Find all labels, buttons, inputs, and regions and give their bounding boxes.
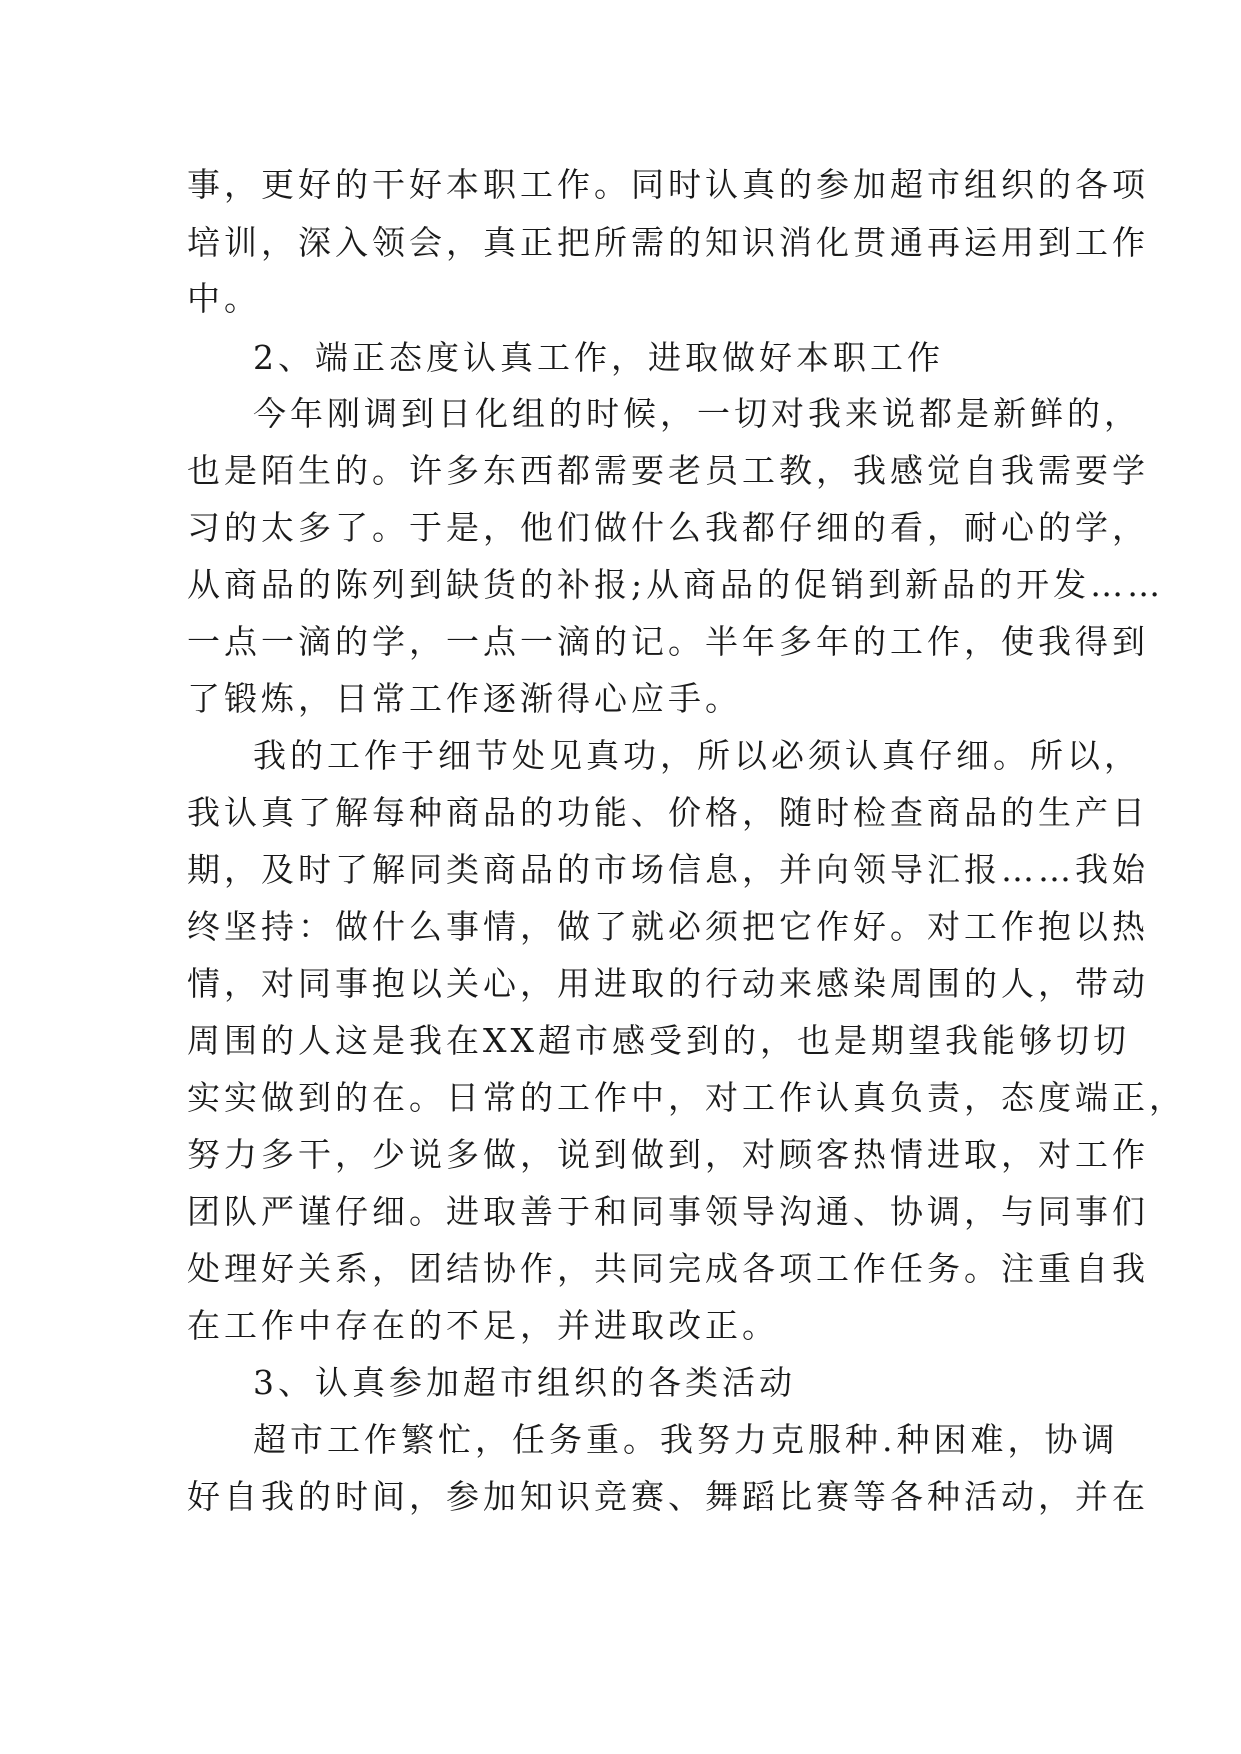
text-line: 也是陌生的。许多东西都需要老员工教，我感觉自我需要学 xyxy=(187,451,1149,490)
text-line: 习的太多了。于是，他们做什么我都仔细的看，耐心的学， xyxy=(187,508,1149,547)
text-line: 期，及时了解同类商品的市场信息，并向领导汇报……我始 xyxy=(187,850,1149,889)
text-line: 了锻炼，日常工作逐渐得心应手。 xyxy=(187,679,742,718)
text-line: 超市工作繁忙，任务重。我努力克服种.种困难，协调 xyxy=(253,1420,1119,1459)
section-heading: 2、端正态度认真工作，进取做好本职工作 xyxy=(253,338,944,377)
section-heading: 3、认真参加超市组织的各类活动 xyxy=(253,1363,796,1402)
text-line: 实实做到的在。日常的工作中，对工作认真负责，态度端正， xyxy=(187,1078,1186,1117)
text-line: 好自我的时间，参加知识竞赛、舞蹈比赛等各种活动，并在 xyxy=(187,1477,1149,1516)
text-line: 处理好关系，团结协作，共同完成各项工作任务。注重自我 xyxy=(187,1249,1149,1288)
text-line: 事，更好的干好本职工作。同时认真的参加超市组织的各项 xyxy=(187,165,1149,204)
text-line: 从商品的陈列到缺货的补报;从商品的促销到新品的开发…… xyxy=(187,565,1165,604)
text-line: 培训，深入领会，真正把所需的知识消化贯通再运用到工作 xyxy=(187,223,1149,262)
text-line: 我的工作于细节处见真功，所以必须认真仔细。所以， xyxy=(253,736,1141,775)
text-line: 今年刚调到日化组的时候，一切对我来说都是新鲜的， xyxy=(253,394,1141,433)
text-line: 团队严谨仔细。进取善于和同事领导沟通、协调，与同事们 xyxy=(187,1192,1149,1231)
text-line: 终坚持：做什么事情，做了就必须把它作好。对工作抱以热 xyxy=(187,907,1149,946)
text-line: 一点一滴的学，一点一滴的记。半年多年的工作，使我得到 xyxy=(187,622,1149,661)
text-line: 我认真了解每种商品的功能、价格，随时检查商品的生产日 xyxy=(187,793,1149,832)
text-line: 情，对同事抱以关心，用进取的行动来感染周围的人，带动 xyxy=(187,964,1149,1003)
text-line: 在工作中存在的不足，并进取改正。 xyxy=(187,1306,779,1345)
text-line: 周围的人这是我在XX超市感受到的，也是期望我能够切切 xyxy=(187,1021,1130,1060)
text-line: 中。 xyxy=(187,279,261,318)
text-line: 努力多干，少说多做，说到做到，对顾客热情进取，对工作 xyxy=(187,1135,1149,1174)
